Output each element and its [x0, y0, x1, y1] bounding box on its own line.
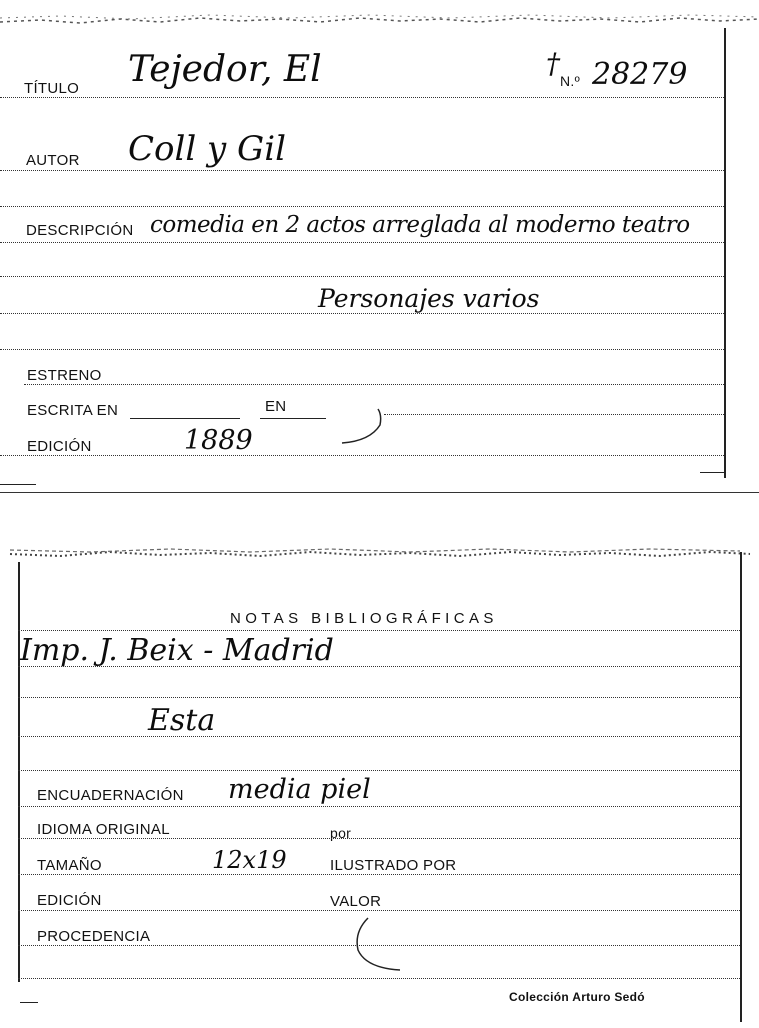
en-field: [260, 418, 326, 419]
titulo-value: Tejedor, El: [128, 49, 322, 90]
scanned-edge-noise: [0, 10, 759, 28]
row-rule: [0, 242, 724, 243]
row-rule: [18, 736, 740, 737]
edge-mark: [0, 484, 36, 485]
punch-hole-mark: [330, 405, 400, 450]
row-rule: [0, 455, 724, 456]
scanned-edge-noise: [0, 544, 759, 562]
edge-mark: [700, 472, 724, 473]
row-rule: [0, 349, 724, 350]
tamano-value: 12x19: [212, 846, 287, 874]
descripcion-label: DESCRIPCIÓN: [26, 222, 134, 239]
row-rule: [18, 770, 740, 771]
valor-label: VALOR: [330, 893, 382, 910]
card-left-border: [18, 562, 20, 982]
edicion-label: EDICIÓN: [27, 438, 92, 455]
numero-value: 28279: [592, 57, 688, 92]
edicion-value: 1889: [184, 425, 253, 456]
row-rule: [0, 206, 724, 207]
row-rule: [18, 978, 740, 979]
titulo-label: TÍTULO: [24, 80, 80, 97]
row-rule: [0, 313, 724, 314]
edge-mark: [20, 1002, 38, 1003]
descripcion-value-line2: Personajes varios: [318, 284, 540, 313]
escrita-en-label: ESCRITA EN: [27, 402, 119, 419]
numero-prefix: †: [546, 47, 560, 80]
tamano-label: TAMAÑO: [37, 857, 102, 874]
row-rule: [0, 170, 724, 171]
punch-hole-mark: [350, 912, 420, 978]
descripcion-value-line1: comedia en 2 actos arreglada al moderno teatro: [150, 212, 690, 238]
row-rule: [18, 666, 740, 667]
estreno-label: ESTRENO: [27, 367, 102, 384]
en-label: EN: [265, 398, 287, 415]
row-rule: [384, 414, 724, 415]
row-rule: [0, 97, 724, 98]
row-rule: [18, 910, 740, 911]
catalog-card-back: [0, 540, 759, 1028]
encuadernacion-value: media piel: [228, 774, 371, 805]
notas-line2: Esta: [148, 703, 216, 738]
idioma-original-label: IDIOMA ORIGINAL: [37, 821, 170, 838]
row-rule: [18, 874, 740, 875]
encuadernacion-label: ENCUADERNACIÓN: [37, 787, 184, 804]
notas-line1: Imp. J. Beix - Madrid: [20, 633, 334, 668]
ilustrado-por-label: ILUSTRADO POR: [330, 857, 457, 874]
card-right-border: [724, 28, 726, 478]
row-rule: [0, 276, 724, 277]
row-rule: [18, 806, 740, 807]
catalog-card-front: [0, 0, 759, 492]
autor-label: AUTOR: [26, 152, 80, 169]
notas-bibliograficas-heading: NOTAS BIBLIOGRÁFICAS: [230, 610, 498, 627]
row-rule: [18, 838, 740, 839]
edicion-back-label: EDICIÓN: [37, 892, 102, 909]
card-divider: [0, 492, 759, 493]
por-label: por: [330, 825, 352, 841]
card-right-border: [740, 552, 742, 1022]
autor-value: Coll y Gil: [128, 129, 286, 169]
numero-label: N.º: [560, 73, 581, 89]
row-rule: [18, 630, 740, 631]
procedencia-label: PROCEDENCIA: [37, 928, 151, 945]
escrita-en-field: [130, 418, 240, 419]
row-rule: [24, 384, 724, 385]
row-rule: [18, 697, 740, 698]
collection-footer: Colección Arturo Sedó: [509, 990, 645, 1004]
